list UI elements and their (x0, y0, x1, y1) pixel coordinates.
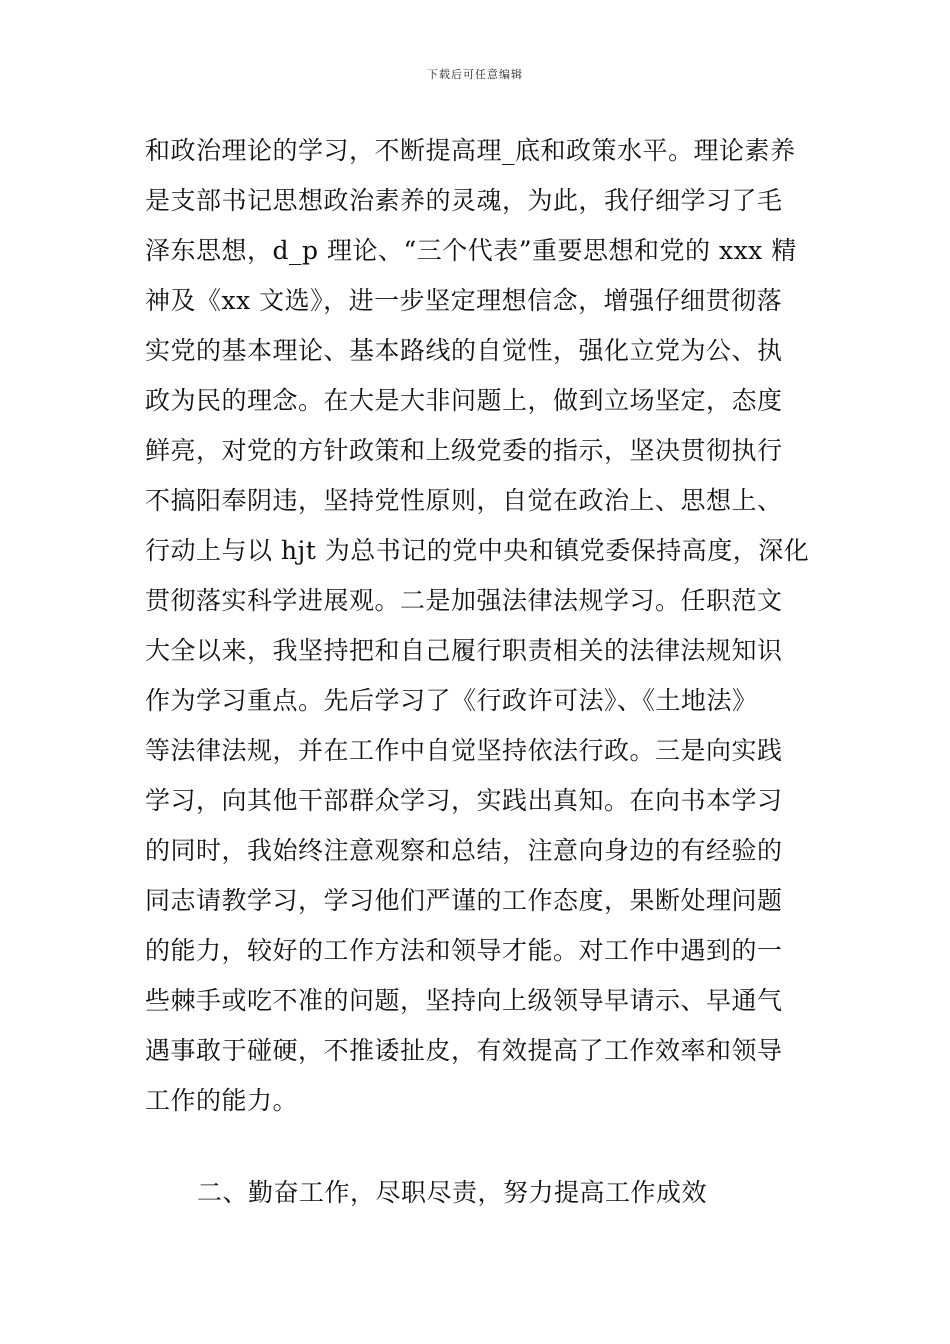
paragraph-line: 的同时，我始终注意观察和总结，注意向身边的有经验的 (145, 836, 783, 865)
paragraph-line: 是支部书记思想政治素养的灵魂，为此，我仔细学习了毛 (145, 186, 783, 215)
paragraph-line: 政为民的理念。在大是大非问题上，做到立场坚定，态度 (145, 386, 783, 415)
paragraph-line: 等法律法规，并在工作中自觉坚持依法行政。三是向实践 (145, 736, 783, 765)
paragraph-line: 贯彻落实科学进展观。二是加强法律法规学习。任职范文 (145, 586, 783, 615)
paragraph-line: 的能力，较好的工作方法和领导才能。对工作中遇到的一 (145, 936, 783, 965)
paragraph-line: 同志请教学习，学习他们严谨的工作态度，果断处理问题 (145, 886, 783, 915)
paragraph-line: 学习，向其他干部群众学习，实践出真知。在向书本学习 (145, 786, 783, 815)
body-paragraph (145, 126, 815, 1126)
paragraph-line: 行动上与以 hjt 为总书记的党中央和镇党委保持高度，深化 (145, 536, 810, 565)
paragraph-line: 神及《xx 文选》，进一步坚定理想信念，增强仔细贯彻落 (145, 286, 783, 315)
paragraph-line: 和政治理论的学习，不断提高理_底和政策水平。理论素养 (145, 136, 796, 165)
page-header: 下载后可任意编辑 (427, 68, 523, 81)
paragraph-line: 工作的能力。 (145, 1086, 299, 1115)
paragraph-line: 遇事敢于碰硬，不推诿扯皮，有效提高了工作效率和领导 (145, 1036, 783, 1065)
paragraph-line: 作为学习重点。先后学习了《行政许可法》、《土地法》 (145, 686, 758, 715)
paragraph-line: 些棘手或吃不准的问题，坚持向上级领导早请示、早通气 (145, 986, 783, 1015)
paragraph-line: 大全以来，我坚持把和自己履行职责相关的法律法规知识 (145, 636, 783, 665)
section-heading: 二、勤奋工作，尽职尽责，努力提高工作成效 (197, 1178, 708, 1207)
paragraph-line: 泽东思想，d_p 理论、“三个代表”重要思想和党的 xxx 精 (145, 236, 797, 265)
paragraph-line: 实党的基本理论、基本路线的自觉性，强化立党为公、执 (145, 336, 783, 365)
paragraph-line: 不搞阳奉阴违，坚持党性原则，自觉在政治上、思想上、 (145, 486, 783, 515)
paragraph-line: 鲜亮，对党的方针政策和上级党委的指示，坚决贯彻执行 (145, 436, 783, 465)
